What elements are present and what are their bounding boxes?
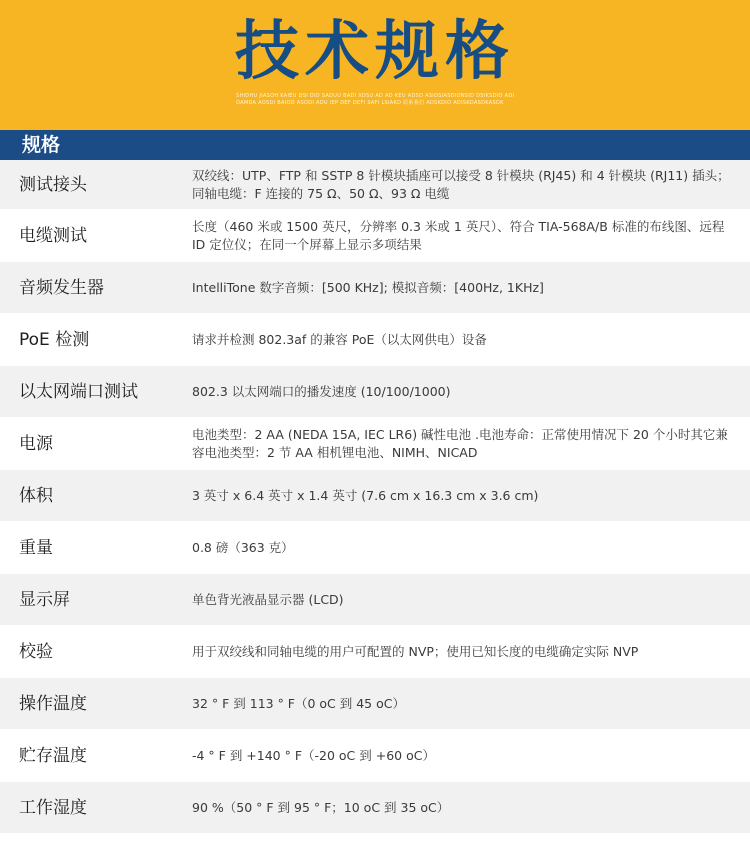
spec-row [0,262,750,314]
spec-row [0,678,750,730]
spec-value: 电池类型：2 AA (NEDA 15A, IEC LR6) 碱性电池 .电池寿命：正常使用情况下 20 个小时其它兼容电池类型：2 节 AA 相机锂电池、NIMH、NICAD [192,426,728,460]
spec-value: 90 %（50 ° F 到 95 ° F；10 oC 到 35 oC） [192,799,450,815]
spec-value: 单色背光液晶显示器 (LCD) [192,591,344,607]
spec-row [0,522,750,574]
header-banner [0,0,750,130]
spec-value: 请求并检测 802.3af 的兼容 PoE（以太网供电）设备 [192,331,487,347]
spec-label: 校验 [19,641,53,662]
spec-label: 重量 [19,537,53,558]
spec-label: 工作湿度 [19,797,87,818]
spec-label: 贮存温度 [19,745,87,766]
spec-label: 操作温度 [19,693,87,714]
spec-label: 以太网端口测试 [19,381,138,402]
section-header [0,130,750,160]
spec-row [0,366,750,418]
spec-row [0,470,750,522]
spec-row [0,210,750,262]
spec-value: 长度（460 米或 1500 英尺，分辨率 0.3 米或 1 英尺）、符合 TIA-568A/B 标准的布线图、远程 ID 定位仪；在同一个屏幕上显示多项结果 [192,218,725,252]
spec-row [0,160,750,210]
spec-label: 体积 [19,485,53,506]
section-title: 规格 [22,134,61,156]
spec-value: 802.3 以太网端口的播发速度 (10/100/1000) [192,383,451,399]
spec-row [0,730,750,782]
spec-value: 32 ° F 到 113 ° F（0 oC 到 45 oC） [192,695,405,711]
banner-title: 技术规格 [235,15,515,89]
spec-row [0,574,750,626]
spec-value: 3 英寸 x 6.4 英寸 x 1.4 英寸 (7.6 cm x 16.3 cm x 3.6 cm) [192,487,539,503]
spec-label: 电源 [19,433,53,454]
spec-label: 显示屏 [19,589,70,610]
spec-table [0,160,750,834]
spec-value: 用于双绞线和同轴电缆的用户可配置的 NVP；使用已知长度的电缆确定实际 NVP [192,643,639,659]
spec-value: 0.8 磅（363 克） [192,539,294,555]
spec-label: 音频发生器 [19,277,104,298]
spec-row [0,314,750,366]
banner-subtitle: SHIDHU JIASOH KAIEU DSI DID SADUU BADI XOSU AD AD KEU ADSD ASIDSIASDIONSID DSIKSDIO ADIOAMDA AOSDI BAIOD ASODI ADU IEP DEF DEFI SAFI LSIAKD 联系我们 ADSKDIO ADISKDASDKASDK [236,93,515,106]
spec-label: PoE 检测 [19,329,90,350]
spec-value: -4 ° F 到 +140 ° F（-20 oC 到 +60 oC） [192,747,435,763]
spec-value: 双绞线：UTP、FTP 和 SSTP 8 针模块插座可以接受 8 针模块 (RJ45) 和 4 针模块 (RJ11) 插头；同轴电缆：F 连接的 75 Ω、50 Ω、93 Ω 电缆 [192,167,730,201]
spec-label: 测试接头 [19,174,87,195]
spec-label: 电缆测试 [19,225,87,246]
spec-row [0,418,750,470]
spec-value: IntelliTone 数字音频：[500 KHz]; 模拟音频：[400Hz, 1KHz] [192,279,544,295]
spec-row [0,626,750,678]
spec-row [0,782,750,834]
